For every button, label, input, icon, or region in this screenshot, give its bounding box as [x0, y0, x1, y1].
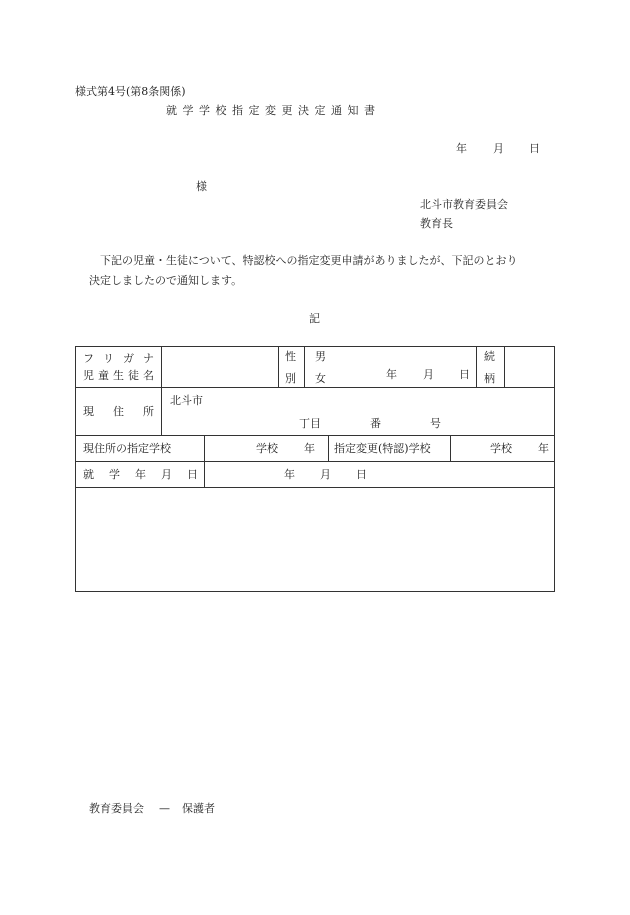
enroll-date-label: 就 学 年 月 日	[83, 468, 198, 481]
current-grade-suffix: 年	[304, 442, 315, 455]
change-grade-suffix: 年	[538, 442, 549, 455]
table-rule	[450, 435, 451, 461]
relationship-label-bottom: 柄	[484, 372, 495, 385]
footer-to: 保護者	[182, 802, 215, 815]
table-rule	[304, 347, 305, 387]
table-rule	[161, 387, 162, 435]
address-city: 北斗市	[170, 394, 203, 407]
table-rule	[76, 461, 554, 462]
enroll-year: 年	[284, 468, 295, 481]
ki-marker: 記	[309, 312, 320, 325]
document-title: 就 学 学 校 指 定 変 更 決 定 通 知 書	[166, 104, 376, 117]
sex-female: 女	[315, 372, 326, 385]
table-rule	[204, 461, 205, 487]
address-go: 号	[430, 417, 441, 430]
table-rule	[204, 435, 205, 461]
sex-label-top: 性	[285, 350, 296, 363]
table-rule	[278, 347, 279, 387]
student-name-label: 児 童 生 徒 名	[83, 369, 154, 382]
address-ban: 番	[370, 417, 381, 430]
enroll-month: 月	[320, 468, 331, 481]
designated-change-label: 指定変更(特認)学校	[334, 442, 431, 455]
body-line-2: 決定しましたので通知します。	[89, 274, 243, 287]
record-table	[75, 346, 555, 592]
table-rule	[476, 347, 477, 387]
current-school-label: 現住所の指定学校	[83, 442, 171, 455]
table-rule	[76, 387, 554, 388]
sex-male: 男	[315, 350, 326, 363]
table-rule	[328, 435, 329, 461]
table-rule	[76, 435, 554, 436]
footer-dash: —	[159, 802, 170, 815]
current-school-suffix: 学校	[256, 442, 278, 455]
sex-label-bottom: 別	[285, 372, 296, 385]
address-label: 現 住 所	[83, 405, 154, 418]
footer-from: 教育委員会	[89, 802, 144, 815]
table-rule	[161, 347, 162, 387]
recipient-honorific: 様	[196, 180, 207, 193]
birth-day: 日	[459, 368, 470, 381]
body-line-1: 下記の児童・生徒について、特認校への指定変更申請がありましたが、下記のとおり	[100, 254, 518, 267]
date-month: 月	[493, 142, 504, 155]
date-year: 年	[456, 142, 467, 155]
birth-year: 年	[386, 368, 397, 381]
sender-org: 北斗市教育委員会	[420, 198, 508, 211]
change-school-suffix: 学校	[490, 442, 512, 455]
enroll-day: 日	[356, 468, 367, 481]
furigana-label: フ リ ガ ナ	[83, 352, 154, 365]
table-rule	[504, 347, 505, 387]
remarks-area	[76, 488, 554, 591]
relationship-label-top: 続	[484, 350, 495, 363]
birth-month: 月	[423, 368, 434, 381]
date-day: 日	[529, 142, 540, 155]
sender-title: 教育長	[420, 217, 453, 230]
address-chome: 丁目	[299, 417, 321, 430]
form-number: 様式第4号(第8条関係)	[75, 85, 186, 98]
